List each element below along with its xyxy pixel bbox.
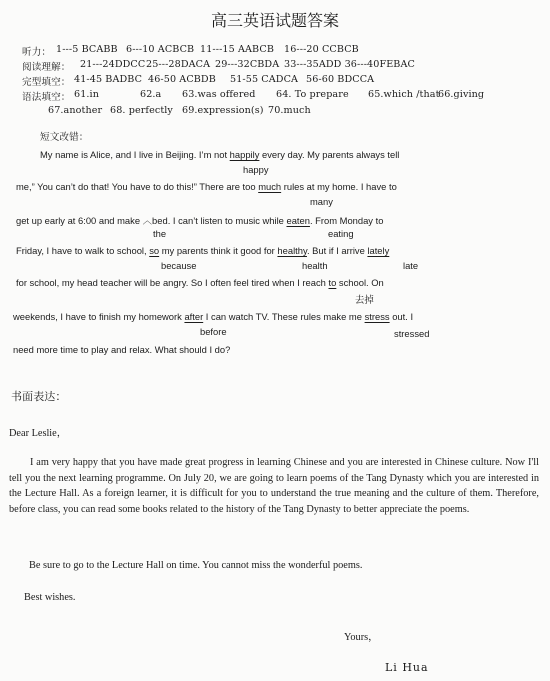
correction-answer: 去掉 <box>355 294 374 305</box>
correction-answer: stressed <box>394 328 430 339</box>
answer-group: 33---35ADD 36---40FEBAC <box>284 59 415 70</box>
answer-group: 70.much <box>268 105 311 116</box>
answer-group: 62.a <box>140 89 162 100</box>
answer-group: 65.which /that <box>368 89 440 100</box>
correction-line: get up early at 6:00 and make ︿bed. I can’t listen to music while eaten. From Monday to <box>16 215 384 226</box>
correction-answer: happy <box>243 164 269 175</box>
letter-closing: Yours， <box>344 632 379 643</box>
answer-group: 41-45 BADBC <box>74 74 143 85</box>
listening-label: 听力： <box>22 47 52 58</box>
correction-answer: many <box>310 196 333 207</box>
answer-group: 63.was offered <box>182 89 256 100</box>
correction-answer: before <box>200 326 227 337</box>
correction-heading: 短文改错： <box>40 132 89 143</box>
correction-line: weekends, I have to finish my homework after I can watch TV. These rules make me stress out. I <box>13 311 414 322</box>
correction-answer: health <box>302 260 328 271</box>
answer-group: 67.another <box>48 105 103 116</box>
grammar-answers <box>22 89 485 103</box>
grammar-label: 语法填空： <box>22 92 71 103</box>
answer-group: 56-60 BDCCA <box>306 74 375 85</box>
correction-line: Friday, I have to walk to school, so my parents think it good for healthy. But if I arrive lately <box>16 245 390 256</box>
letter-paragraph: Best wishes. <box>24 592 76 603</box>
answer-group: 6---10 ACBCB <box>126 44 195 55</box>
letter-paragraph: Be sure to go to the Lecture Hall on time. You cannot miss the wonderful poems. <box>29 560 363 571</box>
correction-line: My name is Alice, and I live in Beijing. I’m not happily every day. My parents always tell <box>40 149 400 160</box>
correction-answer: late <box>403 260 419 271</box>
answer-group: 29---32CBDA <box>215 59 280 70</box>
insert-caret-icon: ︿ <box>142 215 153 226</box>
correction-line: me,” You can’t do that! You have to do this!” There are too much rules at my home. I have to <box>16 181 397 192</box>
answer-group: 66.giving <box>438 89 485 100</box>
answer-group: 61.in <box>74 89 100 100</box>
answer-group: 11---15 AABCB <box>200 44 274 55</box>
letter-greeting: Dear Leslie， <box>9 428 68 439</box>
reading-answers <box>22 59 415 73</box>
correction-answer: eating <box>328 228 354 239</box>
correction-answer: the <box>153 228 167 239</box>
answer-group: 25---28DACA <box>146 59 211 70</box>
answer-group: 51-55 CADCA <box>230 74 299 85</box>
answer-group: 64. To prepare <box>276 89 349 100</box>
page-title: 高三英语试题答案 <box>210 11 339 30</box>
listening-answers <box>22 44 359 58</box>
signature: Li Hua <box>385 661 429 674</box>
answer-group: 69.expression(s) <box>182 105 264 116</box>
correction-line: need more time to play and relax. What should I do? <box>13 344 231 355</box>
reading-label: 阅读理解： <box>22 62 71 73</box>
answer-group: 16---20 CCBCB <box>284 44 359 55</box>
correction-line: for school, my head teacher will be angry. So I often feel tired when I reach to school. On <box>16 277 384 288</box>
answer-group: 1---5 BCABB <box>56 44 118 55</box>
writing-heading: 书面表达： <box>11 390 67 403</box>
cloze-label: 完型填空： <box>22 77 71 88</box>
cloze-answers <box>22 74 375 88</box>
letter-paragraph: I am very happy that you have made great progress in learning Chinese and you are interested in Chinese culture. Now I'll tell you the next learning programme. On July 20, we are going to learn poems of the Tang Dynasty which you are interested in the Lecture Hall. As a foreign learner, it is difficult for you to understand the true meaning and the culture of them. Therefore, before class, you can read some books related to the history of the Tang Dynasty to better appreciate the poems. <box>9 457 539 515</box>
answer-group: 21---24DDCC <box>80 59 146 70</box>
answer-group: 46-50 ACBDB <box>148 74 216 85</box>
answer-group: 68. perfectly <box>110 105 173 116</box>
correction-answer: because <box>161 260 197 271</box>
